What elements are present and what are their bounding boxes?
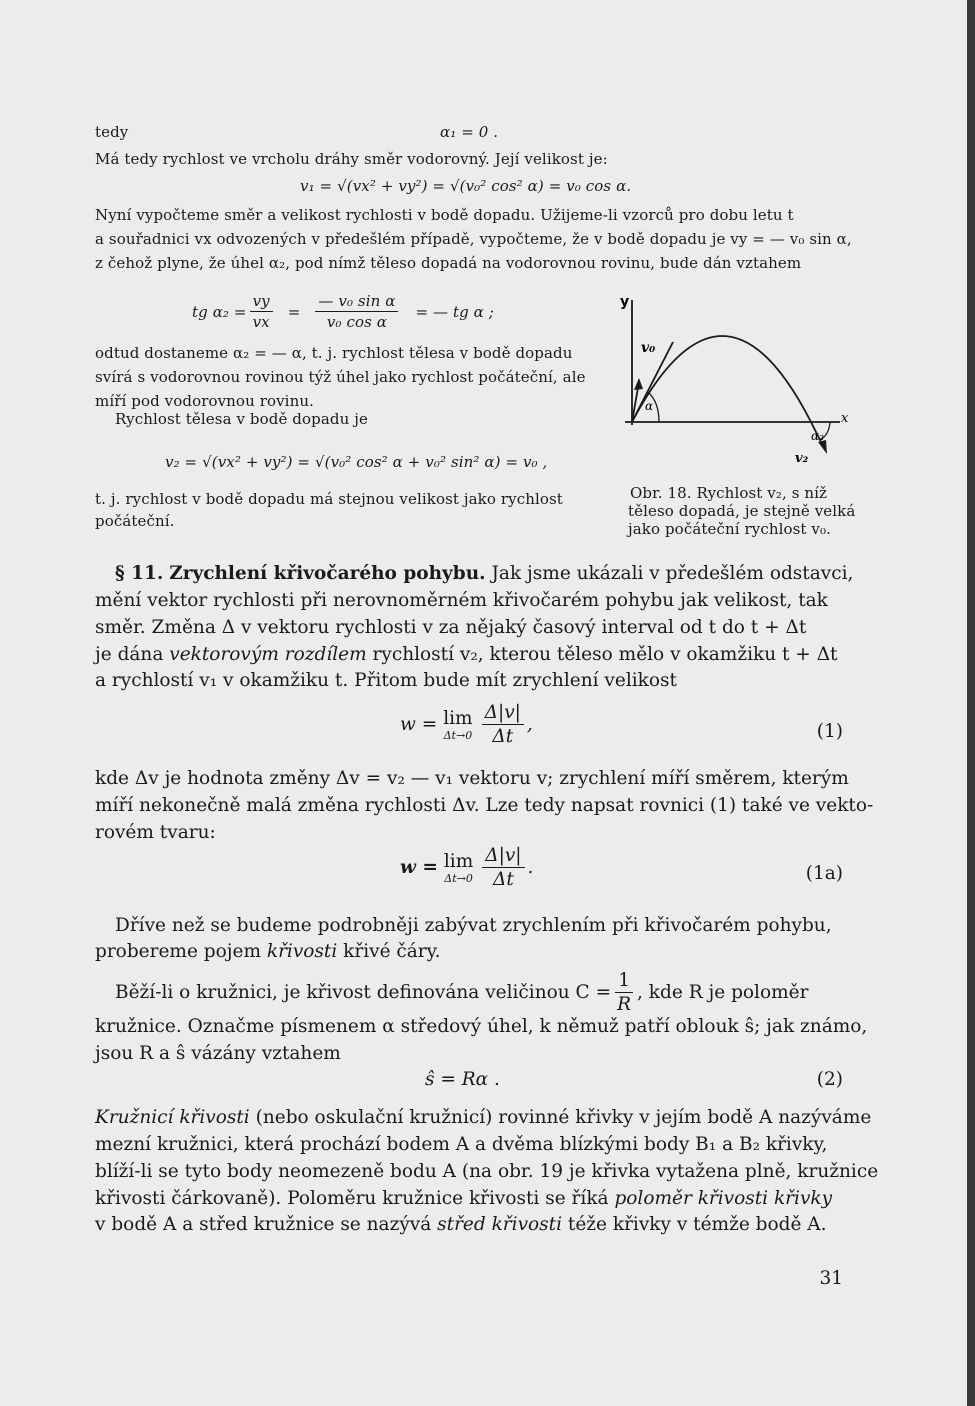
fraction-delta-v-delta-t [482, 702, 524, 747]
equation-1a [400, 845, 533, 890]
paragraph-2-line-3: z čehož plyne, že úhel α₂, pod nímž těleso dopadá na vodorovnou rovinu, bude dán vztahem [95, 254, 802, 272]
equation-1-number: (1) [816, 721, 843, 742]
emphasis-center-of-curvature: střed křivosti [437, 1214, 563, 1235]
paragraph-7-line-1: Dříve než se budeme podrobněji zabývat zrychlením při křivočarém pohybu, [115, 915, 832, 936]
fraction-vy-vx [250, 292, 273, 331]
equation-tg-alpha2 [192, 292, 494, 331]
paragraph-9-line-4 [95, 1188, 832, 1209]
equation-1a-left: w = [400, 857, 438, 878]
label-y: y [620, 294, 630, 310]
label-alpha2: α₂ [811, 429, 824, 443]
equation-v2: v₂ = √(vx² + vy²) = √(v₀² cos² α + v₀² sin² α) = v₀ , [165, 453, 548, 471]
equation-v1: v₁ = √(vx² + vy²) = √(v₀² cos² α) = v₀ cos α. [300, 177, 632, 195]
text-run: (nebo oskulační kružnicí) rovinné křivky v jejím bodě A nazýváme [249, 1107, 872, 1128]
text-run: křivosti čárkovaně). Poloměru kružnice křivosti se říká [95, 1188, 615, 1209]
paragraph-3-line-1: odtud dostaneme α₂ = — α, t. j. rychlost tělesa v bodě dopadu [95, 344, 573, 362]
paragraph-6-line-3: rovém tvaru: [95, 822, 216, 843]
section-sign: § 11. [115, 563, 164, 584]
equation-1 [400, 702, 533, 747]
text-run: v bodě A a střed kružnice se nazývá [95, 1214, 438, 1235]
paragraph-7-line-2 [95, 941, 441, 962]
fraction-delta-v-delta-t [482, 845, 524, 890]
limit-operator [444, 851, 473, 885]
figure-caption-line-3: jako počáteční rychlost v₀. [628, 520, 831, 538]
emphasis-curvature: křivosti [266, 941, 338, 962]
fraction-numerator: vy [250, 292, 273, 312]
equation-1a-end: . [527, 857, 534, 878]
paragraph-2-line-1: Nyní vypočteme směr a velikost rychlosti v bodě dopadu. Užijeme-li vzorců pro dobu letu t [95, 206, 794, 224]
section-11-line-4 [95, 644, 838, 665]
emphasis-radius-of-curvature: poloměr křivosti křivky [614, 1188, 833, 1209]
paragraph-1: Má tedy rychlost ve vrcholu dráhy směr vodorovný. Její velikost je: [95, 150, 608, 168]
text-run: téže křivky v témže bodě A. [562, 1214, 827, 1235]
paragraph-3-line-2: svírá s vodorovnou rovinou týž úhel jako rychlost počáteční, ale [95, 368, 586, 386]
paragraph-2-line-2: a souřadnici vx odvozených v předešlém případě, vypočteme, že v bodě dopadu je vy = — v₀ sin α, [95, 230, 852, 248]
text-run: křivé čáry. [337, 941, 441, 962]
emphasis-osculating-circle: Kružnicí křivosti [95, 1107, 250, 1128]
equation-tg-right: = — tg α ; [415, 302, 494, 321]
equation-1-left: w = [400, 714, 438, 735]
paragraph-6-line-1: kde Δv je hodnota změny Δv = v₂ — v₁ vektoru v; zrychlení míří směrem, kterým [95, 768, 849, 789]
fraction-numerator: Δ|v| [482, 702, 524, 725]
paragraph-9-line-5 [95, 1214, 827, 1235]
fraction-one-over-r [614, 970, 634, 1015]
equation-2-number: (2) [816, 1069, 843, 1090]
label-alpha: α [645, 399, 654, 413]
fraction-numerator: Δ|v| [482, 845, 524, 868]
equation-tg-left: tg α₂ = [192, 302, 247, 321]
text-run: probereme pojem [95, 941, 267, 962]
section-11-line-3: směr. Změna Δ v vektoru rychlosti v za nějaký časový interval od t do t + Δt [95, 617, 807, 638]
section-line-1-rest: Jak jsme ukázali v předešlém odstavci, [485, 563, 854, 584]
emphasis-vector-difference: vektorovým rozdílem [169, 644, 367, 665]
text-tedy: tedy [95, 123, 129, 141]
paragraph-8-line-3: jsou R a ŝ vázány vztahem [95, 1043, 341, 1064]
text-run: Běží-li o kružnici, je křivost definována veličinou C = [115, 982, 612, 1003]
limit-text: lim [443, 850, 474, 872]
figure-18-trajectory [615, 290, 850, 475]
paragraph-8-line-2: kružnice. Označme písmenem α středový úhel, k němuž patří oblouk ŝ; jak známo, [95, 1016, 868, 1037]
label-v2: v₂ [795, 451, 809, 466]
equation-2: ŝ = Rα . [425, 1069, 500, 1090]
text-run: , kde R je poloměr [637, 982, 809, 1003]
limit-subscript: Δt→0 [443, 728, 473, 742]
text-run: je dána [95, 644, 170, 665]
fraction-numerator: — v₀ sin α [315, 292, 398, 312]
limit-operator [443, 708, 472, 742]
paragraph-3-line-3: míří pod vodorovnou rovinu. [95, 392, 314, 410]
paragraph-4: Rychlost tělesa v bodě dopadu je [115, 410, 368, 428]
section-11-line-5: a rychlostí v₁ v okamžiku t. Přitom bude mít zrychlení velikost [95, 670, 677, 691]
paragraph-9-line-3: blíží-li se tyto body neomezeně bodu A (na obr. 19 je křivka vytažena plně, kružnice [95, 1161, 879, 1182]
parabola-trajectory [632, 336, 811, 422]
fraction-denominator: v₀ cos α [326, 313, 387, 331]
paragraph-9-line-2: mezní kružnici, která prochází bodem A a dvěma blízkými body B₁ a B₂ křivky, [95, 1134, 828, 1155]
limit-subscript: Δt→0 [444, 871, 473, 885]
fraction-denominator: Δt [492, 726, 514, 747]
paragraph-5-line-1: t. j. rychlost v bodě dopadu má stejnou velikost jako rychlost [95, 490, 563, 508]
fraction-numerator: 1 [615, 970, 633, 993]
fraction-sin-cos [315, 292, 398, 331]
figure-caption-line-2: těleso dopadá, je stejně velká [628, 502, 856, 520]
equation-1a-number: (1a) [805, 863, 843, 884]
page-number: 31 [819, 1268, 843, 1289]
paragraph-9-line-1 [95, 1107, 871, 1128]
fraction-denominator: vx [252, 313, 270, 331]
equation-alpha1: α₁ = 0 . [440, 123, 499, 141]
equals-sign: = [287, 302, 301, 321]
text-run: rychlostí v₂, kterou těleso mělo v okamžiku t + Δt [366, 644, 838, 665]
fraction-denominator: Δt [493, 869, 514, 890]
paragraph-5-line-2: počáteční. [95, 512, 175, 530]
section-11-line-2: mění vektor rychlosti při nerovnoměrném křivočarém pohybu jak velikost, tak [95, 590, 828, 611]
equation-1-end: , [526, 714, 533, 735]
limit-text: lim [443, 707, 473, 729]
v0-arrowhead [634, 378, 643, 390]
label-x: x [841, 411, 849, 426]
section-title: Zrychlení křivočarého pohybu. [169, 563, 486, 584]
paragraph-6-line-2: míří nekonečně malá změna rychlosti Δv. Lze tedy napsat rovnici (1) také ve vekto- [95, 795, 874, 816]
label-v0: v₀ [641, 340, 656, 356]
section-11-line-1 [115, 563, 853, 584]
page-edge-shadow [967, 0, 975, 1406]
figure-caption-line-1: Obr. 18. Rychlost v₂, s níž [630, 484, 828, 502]
fraction-denominator: R [617, 994, 632, 1015]
paragraph-8-line-1 [115, 970, 808, 1015]
